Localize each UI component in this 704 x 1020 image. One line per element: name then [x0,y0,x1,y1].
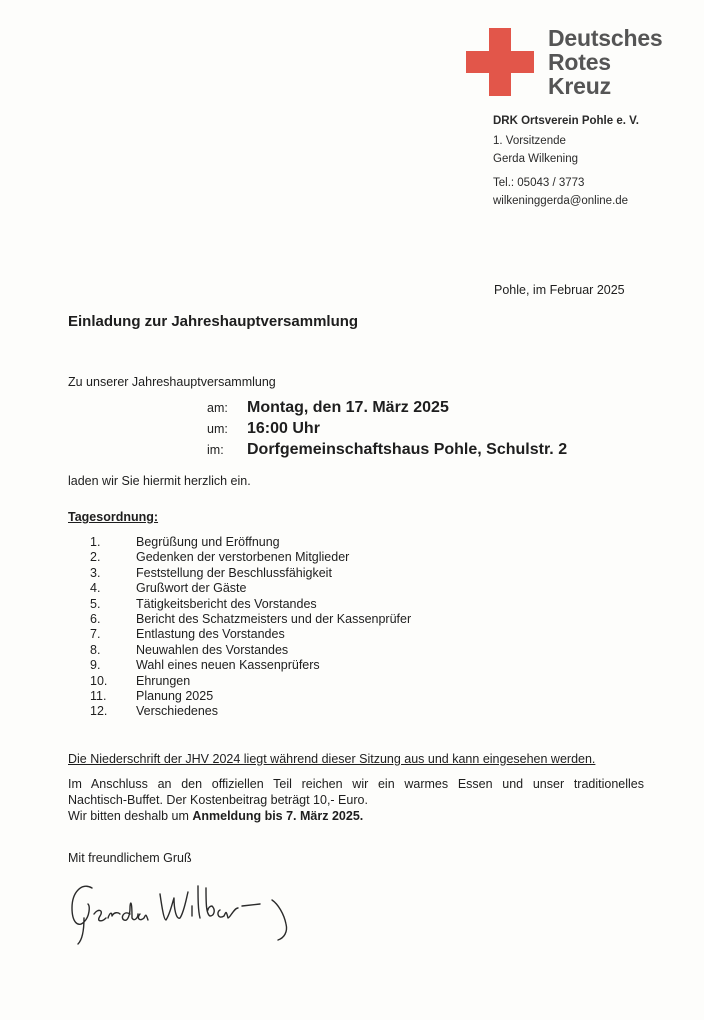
detail-value: Montag, den 17. März 2025 [247,399,449,416]
detail-value: Dorfgemeinschaftshaus Pohle, Schulstr. 2 [247,441,568,458]
agenda-item: 12. Verschiedenes [90,704,219,719]
detail-label: am: [207,401,228,415]
minutes-notice: Die Niederschrift der JHV 2024 liegt während dieser Sitzung aus und kann eingesehen werden. [68,752,596,766]
sender-email: wilkeninggerda@online.de [493,195,629,207]
registration-deadline: Anmeldung bis 7. März 2025. [192,809,364,823]
detail-label: um: [207,422,228,436]
red-cross-icon [466,28,534,96]
invite-text: laden wir Sie hiermit herzlich ein. [68,474,251,488]
intro-text: Zu unserer Jahreshauptversammlung [68,375,276,389]
agenda-item: 6. Bericht des Schatzmeisters und der Kassenprüfer [90,611,412,626]
detail-label: im: [207,443,224,457]
paragraph-line-1: Im Anschluss an den offiziellen Teil reichen wir ein warmes Essen und unser traditionelles [68,777,644,791]
dateline: Pohle, im Februar 2025 [494,283,625,297]
sender-role: 1. Vorsitzende [493,135,566,147]
letter-title: Einladung zur Jahreshauptversammlung [68,313,359,330]
buffet-paragraph [68,776,644,824]
detail-date [207,399,567,420]
agenda-item: 11. Planung 2025 [90,688,214,703]
agenda-heading: Tagesordnung: [68,510,159,524]
agenda-item: 9. Wahl eines neuen Kassenprüfers [90,658,320,673]
detail-time [207,420,567,441]
agenda-list [88,535,411,720]
agenda-item: 4. Grußwort der Gäste [90,581,247,596]
agenda-item: 5. Tätigkeitsbericht des Vorstandes [90,596,317,611]
logo-line-1: Deutsches [548,25,663,51]
agenda-item: 8. Neuwahlen des Vorstandes [90,642,289,657]
sender-block [493,112,639,210]
agenda-item: 3. Feststellung der Beschlussfähigkeit [90,565,332,580]
agenda-item: 1. Begrüßung und Eröffnung [90,535,280,549]
paragraph-line-2: Nachtisch-Buffet. Der Kostenbeitrag beträgt 10,- Euro. [68,793,368,807]
drk-logo [466,26,681,100]
detail-value: 16:00 Uhr [247,420,320,437]
sender-org: DRK Ortsverein Pohle e. V. [493,115,639,127]
handwritten-signature [64,874,314,954]
sender-name: Gerda Wilkening [493,153,579,165]
logo-wordmark [548,26,663,98]
closing-greeting: Mit freundlichem Gruß [68,851,192,865]
paragraph-line-3: Wir bitten deshalb um Anmeldung bis 7. März 2025. [68,809,364,823]
agenda-item: 2. Gedenken der verstorbenen Mitglieder [90,550,350,565]
detail-location [207,441,567,462]
agenda-item: 10. Ehrungen [90,673,191,688]
sender-phone: Tel.: 05043 / 3773 [493,177,585,189]
logo-line-2: Rotes [548,49,611,75]
logo-line-3: Kreuz [548,73,611,99]
meeting-details [207,399,567,462]
agenda-item: 7. Entlastung des Vorstandes [90,627,285,642]
